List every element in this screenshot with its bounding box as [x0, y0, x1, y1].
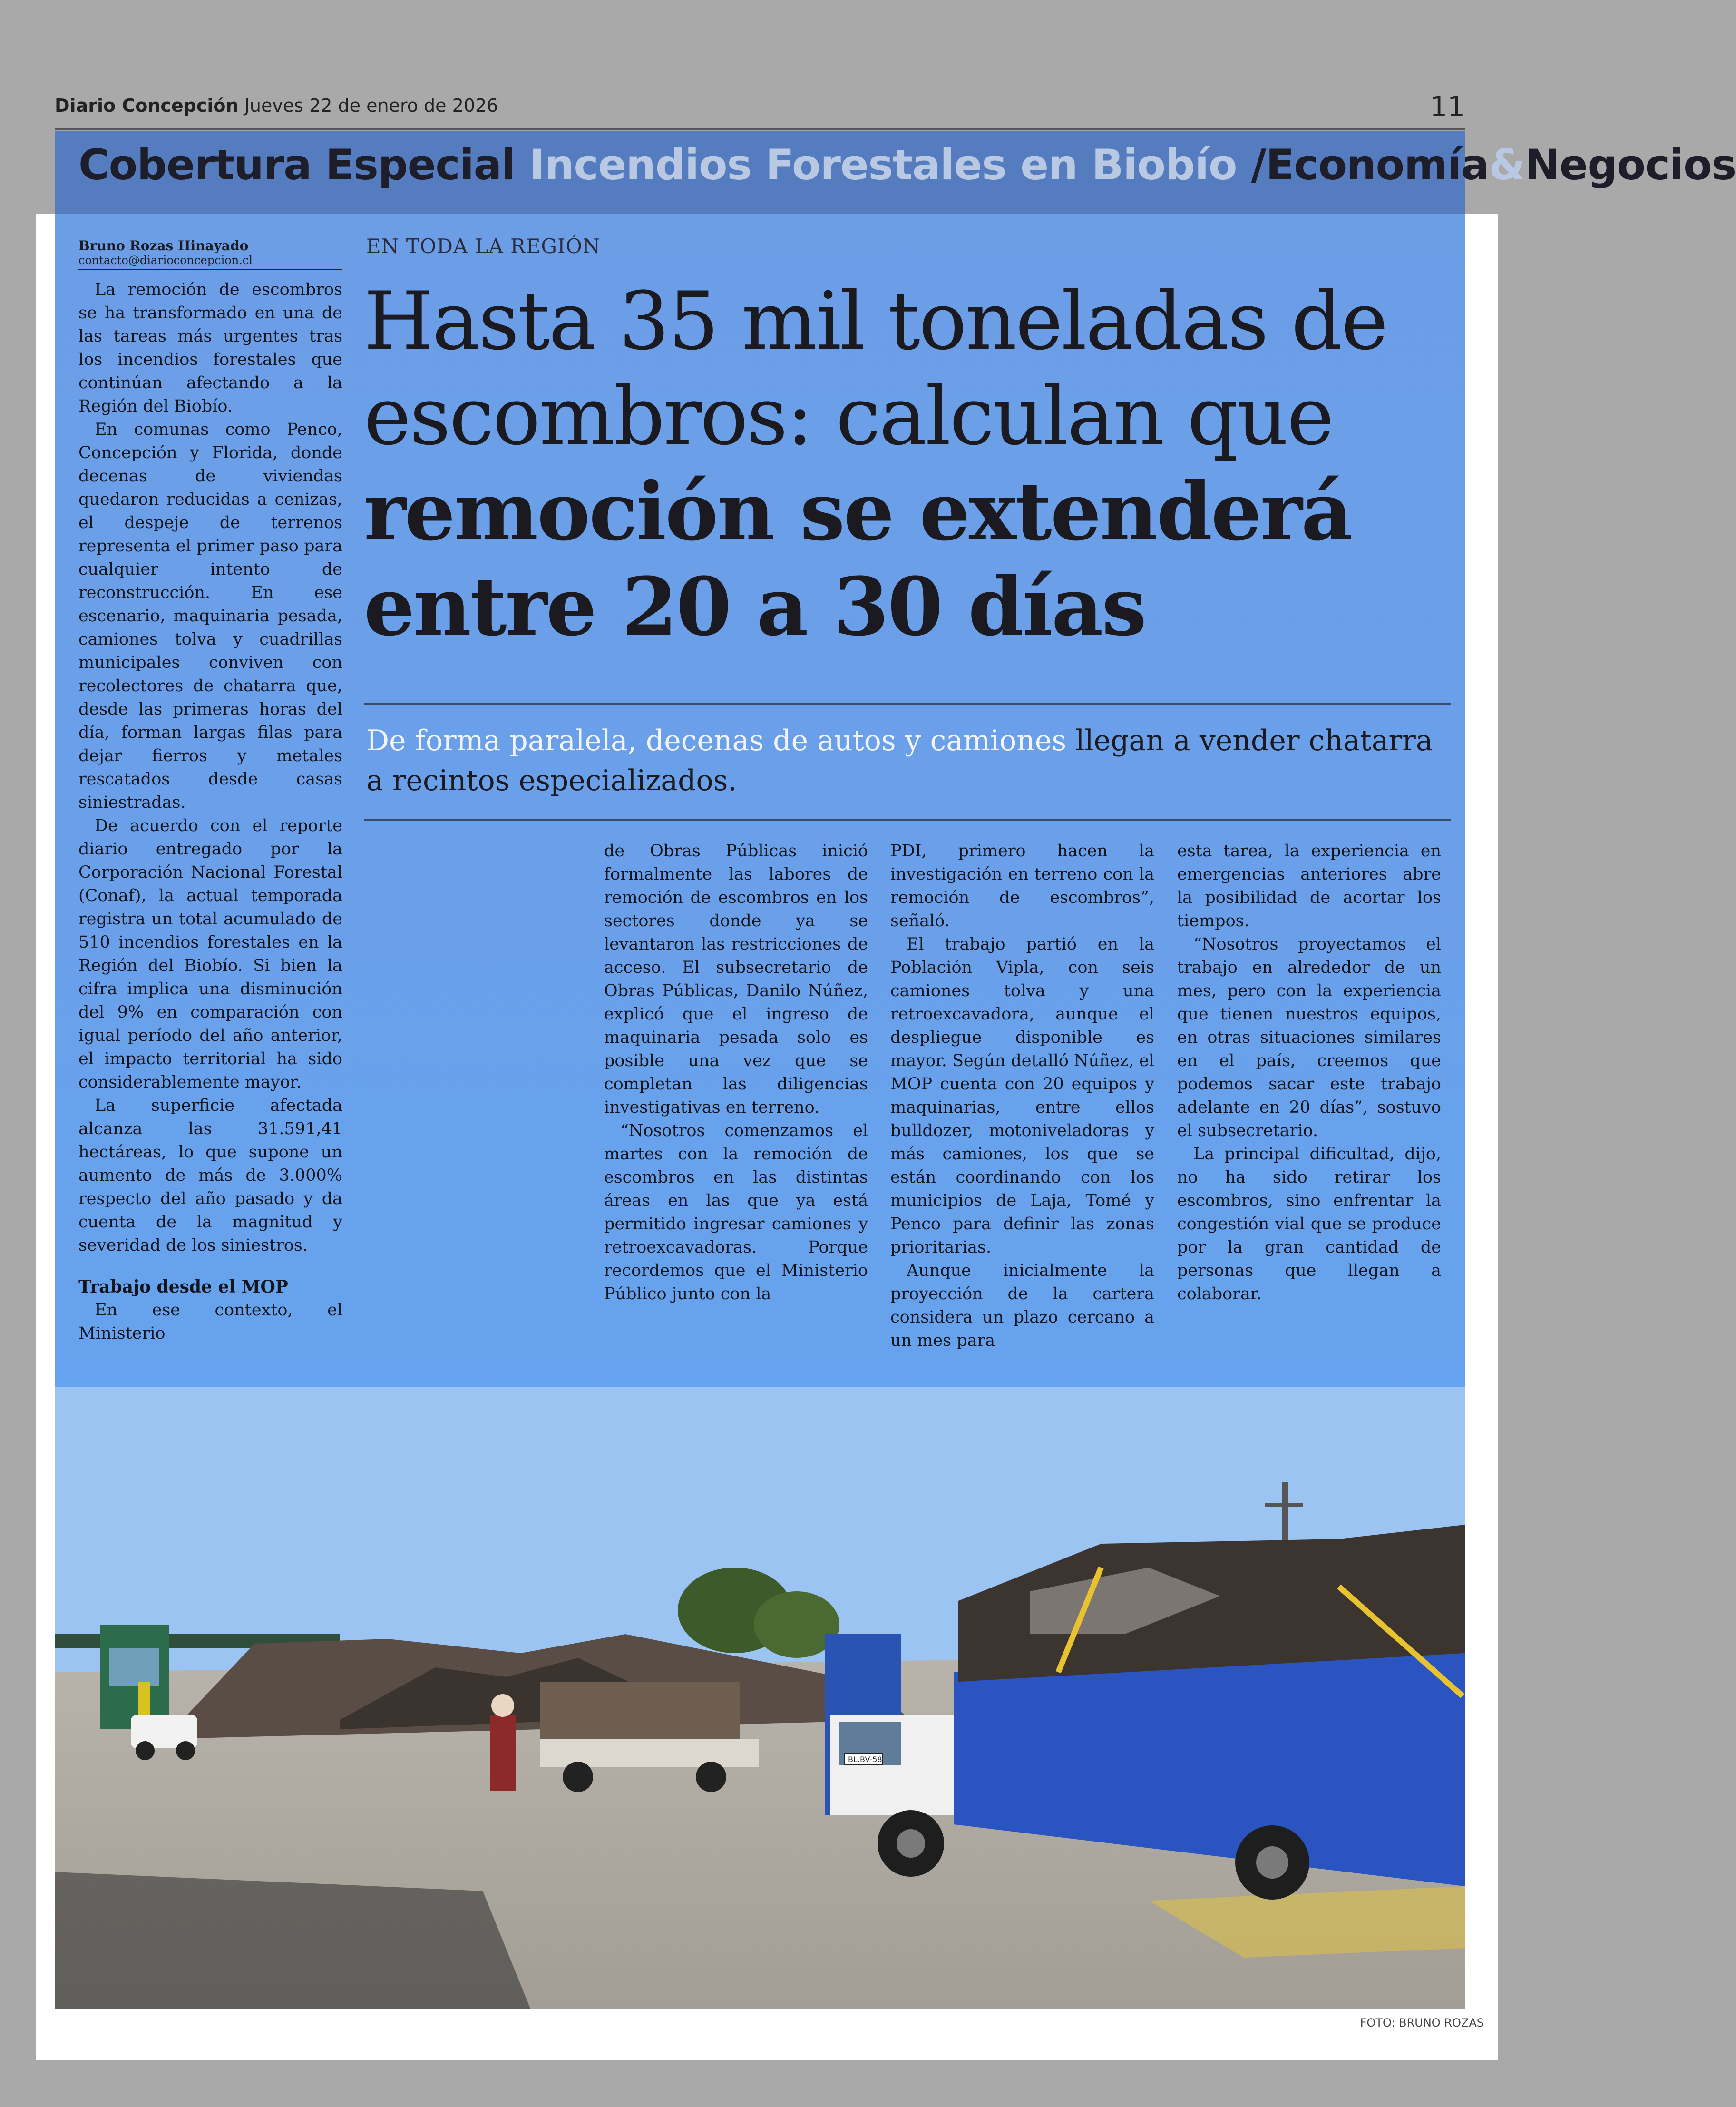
deck	[366, 721, 1441, 801]
wheel	[176, 1741, 195, 1760]
section-amp: &	[1489, 140, 1525, 189]
paragraph: La principal dificultad, dijo, no ha sido retirar los escombros, sino enfrentar la congestión vial que se produce por la gran cantidad de personas que llegan a colaborar.	[1177, 1145, 1441, 1303]
paragraph: El trabajo partió en la Población Vipla, con seis camiones tolva y una retroexcavadora, aunque el despliegue disponible es mayor. Según detalló Núñez, el MOP cuenta con 20 equipos y maquinarias, entre ellos bulldozer, motoniveladoras y más camiones, los que se están coordinando con los municipios de Laja, Tomé y Penco para definir las zonas prioritarias.	[890, 935, 1154, 1257]
loaded-truck-cargo	[540, 1682, 740, 1744]
paper-name: Diario Concepción	[55, 95, 239, 116]
paragraph: La remoción de escombros se ha transformado en una de las tareas más urgentes tras los incendios forestales que continúan afectando a la Región del Biobío.	[78, 280, 342, 416]
kicker: EN TODA LA REGIÓN	[366, 235, 601, 258]
paragraph: “Nosotros proyectamos el trabajo en alrededor de un mes, pero con la experiencia que tienen nuestros equipos, en otras situaciones similares en el país, creemos que podemos sacar este trabajo adelante en 20 días”, sostuvo el subsecretario.	[1177, 935, 1441, 1140]
paragraph: Aunque inicialmente la proyección de la cartera considera un plazo cercano a un mes para	[890, 1261, 1154, 1350]
paragraph: PDI, primero hacen la investigación en terreno con la remoción de escombros”, señaló.	[890, 842, 1154, 931]
photo-credit: FOTO: BRUNO ROZAS	[1360, 2016, 1484, 2029]
subheading: Trabajo desde el MOP	[78, 1277, 288, 1297]
section-title	[78, 140, 1736, 189]
worker	[490, 1715, 516, 1791]
divider-rule	[364, 703, 1451, 705]
body-column-3	[890, 840, 1154, 1352]
hubcap	[897, 1829, 925, 1858]
headline-line-2: escombros: calculan que	[364, 370, 1333, 463]
page-number: 11	[1430, 90, 1465, 123]
article-panel	[55, 131, 1736, 2009]
divider-rule	[364, 819, 1451, 821]
hubcap	[1256, 1846, 1288, 1879]
body-column-4	[1177, 840, 1441, 1306]
section-topic: Incendios Forestales en Biobío	[529, 140, 1237, 189]
worker-head	[491, 1694, 514, 1717]
shadow	[55, 1872, 530, 2009]
masthead	[55, 95, 498, 116]
section-band	[55, 131, 1736, 214]
paragraph: de Obras Públicas inició formalmente las labores de remoción de escombros en los sectores donde ya se levantaron las restricciones de acceso. El subsecretario de Obras Públicas, Danilo Núñez, explicó que el ingreso de maquinaria pesada solo es posible una vez que se completan las diligencias investigativas en terreno.	[604, 842, 868, 1117]
paragraph: En ese contexto, el Ministerio	[78, 1301, 342, 1343]
license-plate-text: BL.BV-58	[848, 1755, 882, 1764]
headline-line-3: remoción se extenderá	[364, 464, 1352, 559]
body-column-1	[78, 278, 342, 1345]
paragraph: La superficie afectada alcanza las 31.591,41 hectáreas, lo que supone un aumento de más de 3.000% respecto del año pasado y da cuenta de la magnitud y severidad de los siniestros.	[78, 1096, 342, 1255]
headline-line-1: Hasta 35 mil toneladas de	[364, 274, 1387, 368]
paragraph: En comunas como Penco, Concepción y Florida, donde decenas de viviendas quedaron reducidas a cenizas, el despeje de terrenos representa el primer paso para cualquier intento de reconstrucción. En ese escenario, maquinaria pesada, camiones tolva y cuadrillas municipales conviven con recolectores de chatarra que, desde las primeras horas del día, forman largas filas para dejar fierros y metales rescatados desde casas siniestradas.	[78, 420, 342, 812]
body-column-2	[604, 840, 868, 1306]
section-economia: Economía	[1266, 140, 1489, 189]
paragraph: “Nosotros comenzamos el martes con la remoción de escombros en las distintas áreas en las que ya está permitido ingresar camiones y retroexcavadoras. Porque recordemos que el Ministerio Público junto con la	[604, 1121, 868, 1303]
byline	[78, 238, 342, 270]
wheel	[696, 1762, 726, 1792]
headline-line-4: entre 20 a 30 días	[364, 559, 1146, 654]
section-label: Cobertura Especial	[78, 140, 516, 189]
wheel	[136, 1741, 155, 1760]
utility-pole-crossbar	[1265, 1503, 1303, 1507]
deck-rest: llegan a vender chatarra a recintos especializados.	[366, 724, 1433, 797]
section-negocios: Negocios	[1525, 140, 1736, 189]
booth-window	[109, 1648, 159, 1686]
wheel	[563, 1762, 593, 1792]
paragraph: esta tarea, la experiencia en emergencias anteriores abre la posibilidad de acortar los tiempos.	[1177, 842, 1441, 931]
author-name: Bruno Rozas Hinayado	[78, 238, 249, 254]
deck-highlight: De forma paralela, decenas de autos y camiones	[366, 724, 1067, 757]
headline	[364, 274, 1434, 654]
paragraph: De acuerdo con el reporte diario entregado por la Corporación Nacional Forestal (Conaf), la actual temporada registra un total acumulado de 510 incendios forestales en la Región del Biobío. Si bien la cifra implica una disminución del 9% en comparación con igual período del año anterior, el impacto territorial ha sido considerablemente mayor.	[78, 816, 342, 1092]
issue-date: Jueves 22 de enero de 2026	[244, 95, 498, 116]
news-photo	[55, 1387, 1465, 2009]
masthead-bar	[55, 90, 1465, 130]
author-email: contacto@diarioconcepcion.cl	[78, 254, 253, 267]
section-slash: /	[1251, 140, 1266, 189]
